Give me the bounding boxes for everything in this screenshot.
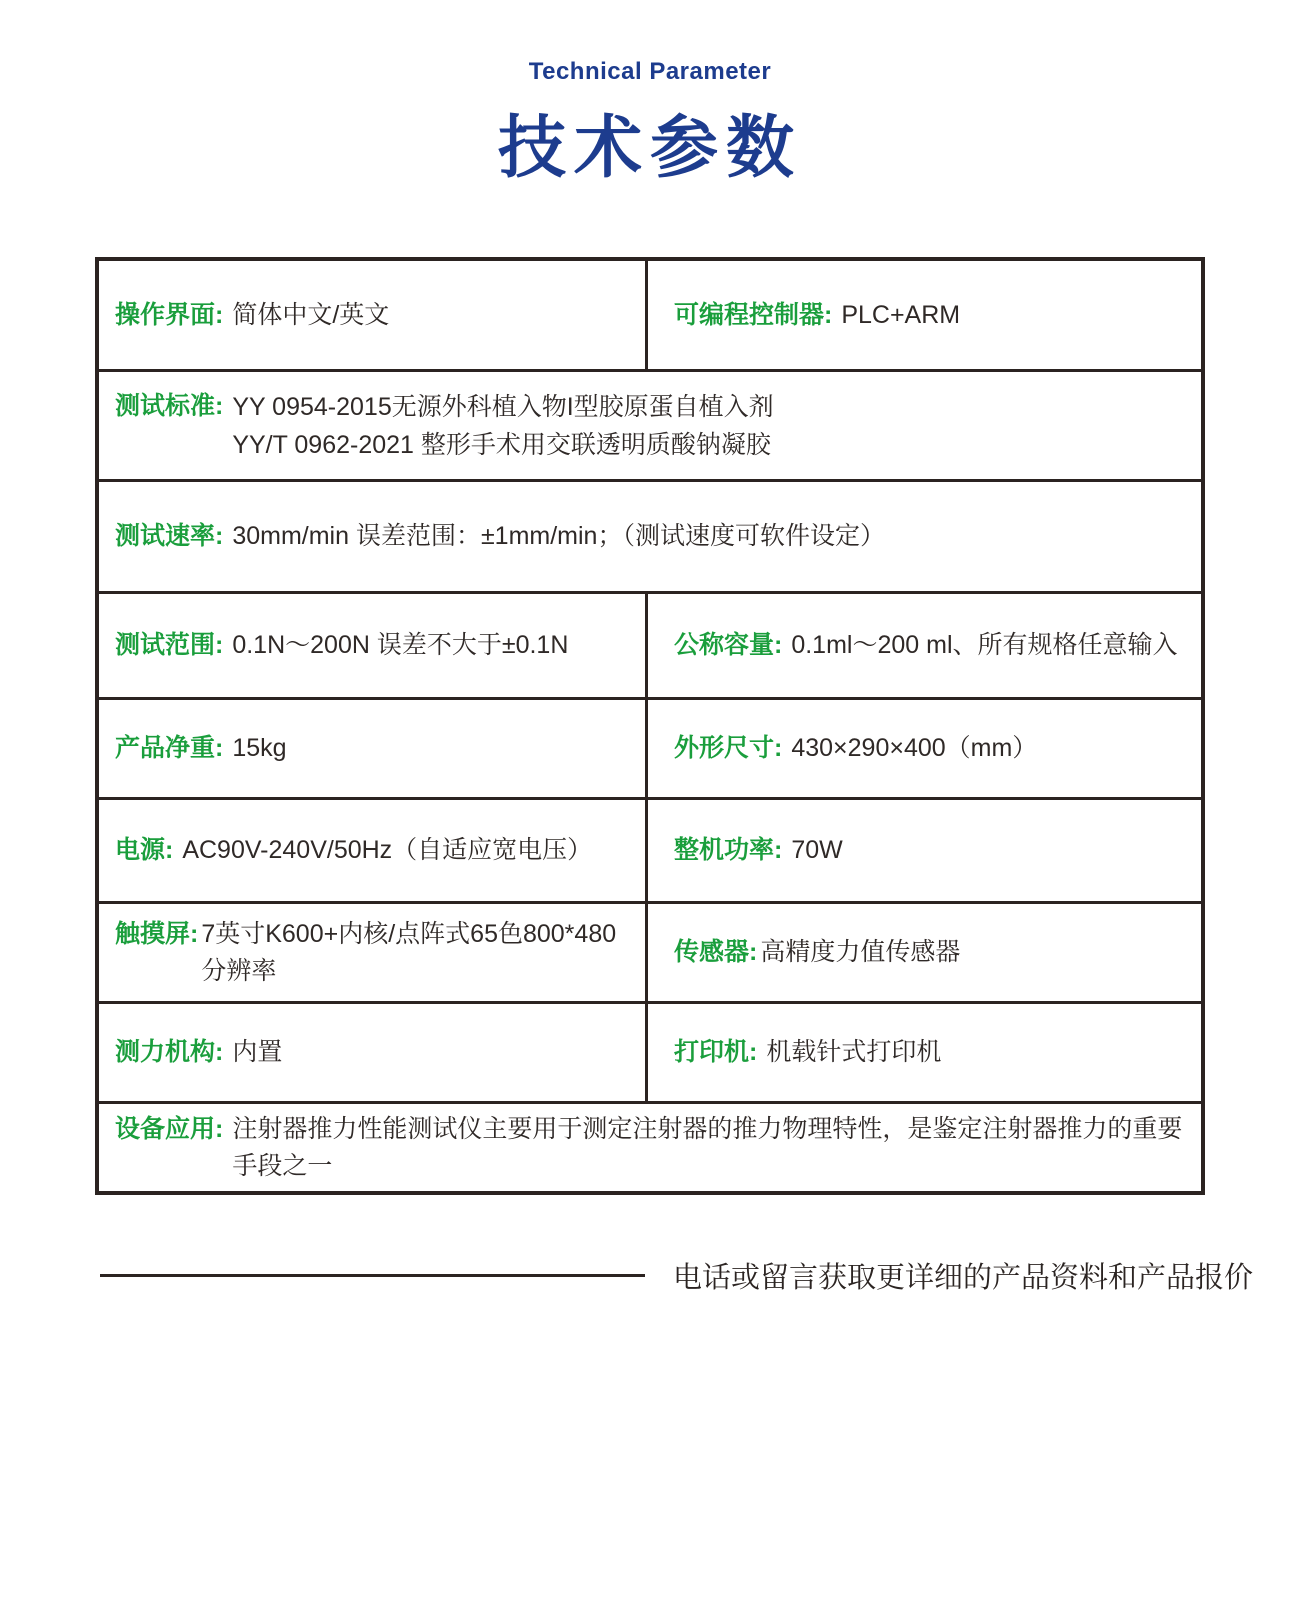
spec-value <box>232 388 773 464</box>
spec-cell-test-speed <box>99 482 1201 591</box>
spec-cell-dimensions <box>648 700 1201 797</box>
footer <box>100 1255 1300 1296</box>
spec-cell-test-standard <box>99 372 1201 479</box>
spec-cell-operation-interface <box>99 261 648 369</box>
spec-label: 测试标准: <box>115 391 224 420</box>
spec-label: 触摸屏: <box>115 919 199 948</box>
spec-value: 0.1ml～200 ml、所有规格任意输入 <box>791 631 1178 659</box>
spec-label: 打印机: <box>674 1038 758 1066</box>
spec-table <box>95 257 1205 1195</box>
spec-cell-touch-screen <box>99 904 648 1001</box>
spec-cell-printer <box>648 1004 1201 1101</box>
spec-cell-sensor <box>648 904 1201 1001</box>
spec-value: 7英寸K600+内核/点阵式65色800*480分辨率 <box>201 919 617 985</box>
spec-label: 产品净重: <box>115 734 224 762</box>
spec-value: 简体中文/英文 <box>232 300 390 329</box>
subtitle-english: Technical Parameter <box>528 58 772 85</box>
spec-value: AC90V-240V/50Hz（自适应宽电压） <box>182 836 593 864</box>
spec-label: 测力机构: <box>115 1038 224 1066</box>
spec-cell-nominal-capacity <box>648 594 1201 697</box>
spec-cell-force-mechanism <box>99 1004 648 1101</box>
table-row <box>99 479 1201 591</box>
table-row <box>99 697 1201 797</box>
spec-label: 公称容量: <box>674 631 783 659</box>
spec-cell-net-weight <box>99 700 648 797</box>
table-row <box>99 901 1201 1001</box>
table-row <box>99 261 1201 369</box>
spec-label: 可编程控制器: <box>674 300 833 329</box>
spec-value: 机载针式打印机 <box>766 1038 942 1066</box>
standard-line-1: YY 0954-2015无源外科植入物I型胶原蛋自植入剂 <box>232 392 774 421</box>
spec-value: 注射器推力性能测试仪主要用于测定注射器的推力物理特性，是鉴定注射器推力的重要手段之一 <box>232 1114 1183 1180</box>
spec-value: 高精度力值传感器 <box>760 938 961 966</box>
footer-divider-line <box>100 1274 645 1277</box>
page-header <box>0 0 1300 191</box>
table-row <box>99 591 1201 697</box>
spec-cell-test-range <box>99 594 648 697</box>
spec-label: 传感器: <box>674 938 758 966</box>
spec-label: 电源: <box>115 836 174 864</box>
standard-line-2: YY/T 0962-2021 整形手术用交联透明质酸钠凝胶 <box>232 430 771 459</box>
spec-value: PLC+ARM <box>841 300 961 329</box>
spec-label: 测试速率: <box>115 522 224 550</box>
spec-value: 15kg <box>232 734 287 762</box>
spec-value: 30mm/min 误差范围：±1mm/min；（测试速度可软件设定） <box>232 522 885 550</box>
footer-note: 电话或留言获取更详细的产品资料和产品报价 <box>673 1262 1254 1294</box>
table-row <box>99 369 1201 479</box>
spec-label: 操作界面: <box>115 300 224 329</box>
spec-cell-power-supply <box>99 800 648 901</box>
spec-label: 测试范围: <box>115 631 224 659</box>
spec-label: 设备应用: <box>115 1114 224 1143</box>
spec-value: 内置 <box>232 1038 283 1066</box>
spec-value: 430×290×400（mm） <box>791 734 1038 762</box>
table-row <box>99 1001 1201 1101</box>
spec-cell-application <box>99 1104 1201 1191</box>
spec-cell-total-power <box>648 800 1201 901</box>
table-row <box>99 797 1201 901</box>
page-title: 技术参数 <box>497 110 802 186</box>
spec-value: 70W <box>791 836 843 864</box>
spec-cell-programmable-controller <box>648 261 1201 369</box>
spec-value: 0.1N～200N 误差不大于±0.1N <box>232 631 569 659</box>
table-row <box>99 1101 1201 1191</box>
spec-label: 外形尺寸: <box>674 734 783 762</box>
spec-label: 整机功率: <box>674 836 783 864</box>
